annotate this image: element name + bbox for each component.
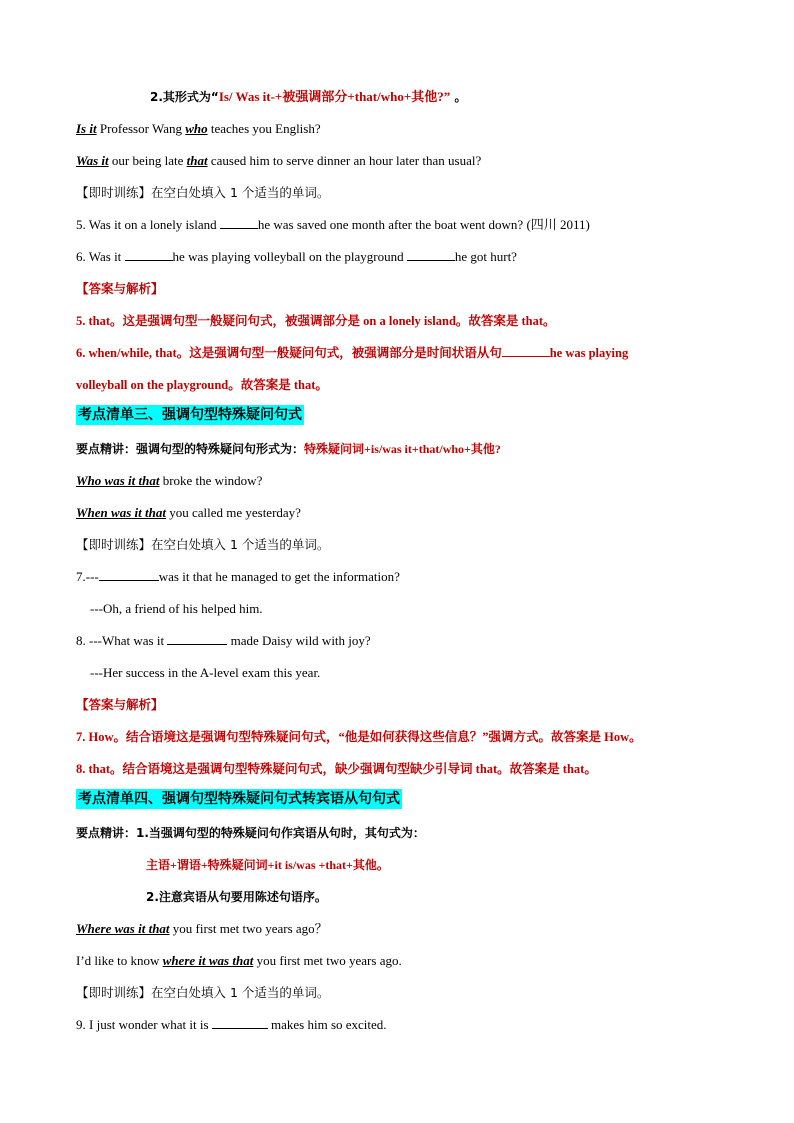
section-heading-3: 考点清单三、强调句型特殊疑问句式: [78, 407, 302, 423]
answer-8: 8. that。结合语境这是强调句型特殊疑问句式，缺少强调句型缺少引导词 that。故答案是 that。: [76, 762, 597, 776]
practice-label: 【即时训练】在空白处填入 1 个适当的单词。: [76, 185, 330, 200]
answer-blank: [407, 248, 455, 261]
question-8: 8. ---What was it made Daisy wild with joy?: [76, 633, 371, 648]
form-title: 2.其形式为“Is/ Was it-+被强调部分+that/who+其他?” 。: [150, 89, 467, 104]
example-sentence: Who was it that broke the window?: [76, 473, 263, 488]
key-point-4-formula: 主语+谓语+特殊疑问词+it is/was +that+其他。: [146, 858, 389, 872]
question-8-reply: ---Her success in the A-level exam this year.: [90, 665, 321, 680]
example-sentence: Where was it that you first met two years ago？: [76, 921, 328, 936]
answer-label: 【答案与解析】: [76, 697, 164, 712]
key-point-3: 要点精讲：强调句型的特殊疑问句形式为：特殊疑问词+is/was it+that/who+其他?: [76, 442, 501, 456]
practice-label: 【即时训练】在空白处填入 1 个适当的单词。: [76, 985, 330, 1000]
answer-blank: [125, 248, 173, 261]
question-9: 9. I just wonder what it is makes him so excited.: [76, 1017, 387, 1032]
answer-7: 7. How。结合语境这是强调句型特殊疑问句式，“他是如何获得这些信息？”强调方式。故答案是 How。: [76, 730, 642, 744]
answer-blank: [220, 216, 258, 229]
practice-label: 【即时训练】在空白处填入 1 个适当的单词。: [76, 537, 330, 552]
question-7-reply: ---Oh, a friend of his helped him.: [90, 601, 263, 616]
section-heading-4: 考点清单四、强调句型特殊疑问句式转宾语从句句式: [78, 791, 400, 807]
example-sentence: I’d like to know where it was that you first met two years ago.: [76, 953, 402, 968]
example-sentence: When was it that you called me yesterday?: [76, 505, 301, 520]
answer-6-line1: 6. when/while, that。这是强调句型一般疑问句式，被强调部分是时间状语从句 he was playing: [76, 346, 629, 360]
key-point-4-note: 2.注意宾语从句要用陈述句语序。: [146, 890, 327, 904]
answer-blank: [167, 632, 227, 645]
answer-blank: [99, 568, 159, 581]
answer-5: 5. that。这是强调句型一般疑问句式，被强调部分是 on a lonely island。故答案是 that。: [76, 314, 556, 328]
example-sentence: Is it Professor Wang who teaches you English?: [76, 121, 321, 136]
answer-blank: [502, 344, 550, 357]
answer-blank: [212, 1016, 268, 1029]
key-point-4: 要点精讲：1.当强调句型的特殊疑问句作宾语从句时，其句式为：: [76, 826, 425, 840]
question-5: 5. Was it on a lonely island he was saved one month after the boat went down? (四川 2011): [76, 217, 590, 232]
question-6: 6. Was it he was playing volleyball on the playground he got hurt?: [76, 249, 517, 264]
example-sentence: Was it our being late that caused him to serve dinner an hour later than usual?: [76, 153, 482, 168]
answer-label: 【答案与解析】: [76, 281, 164, 296]
question-7: 7.--- was it that he managed to get the information?: [76, 569, 400, 584]
answer-6-line2: volleyball on the playground。故答案是 that。: [76, 378, 328, 392]
